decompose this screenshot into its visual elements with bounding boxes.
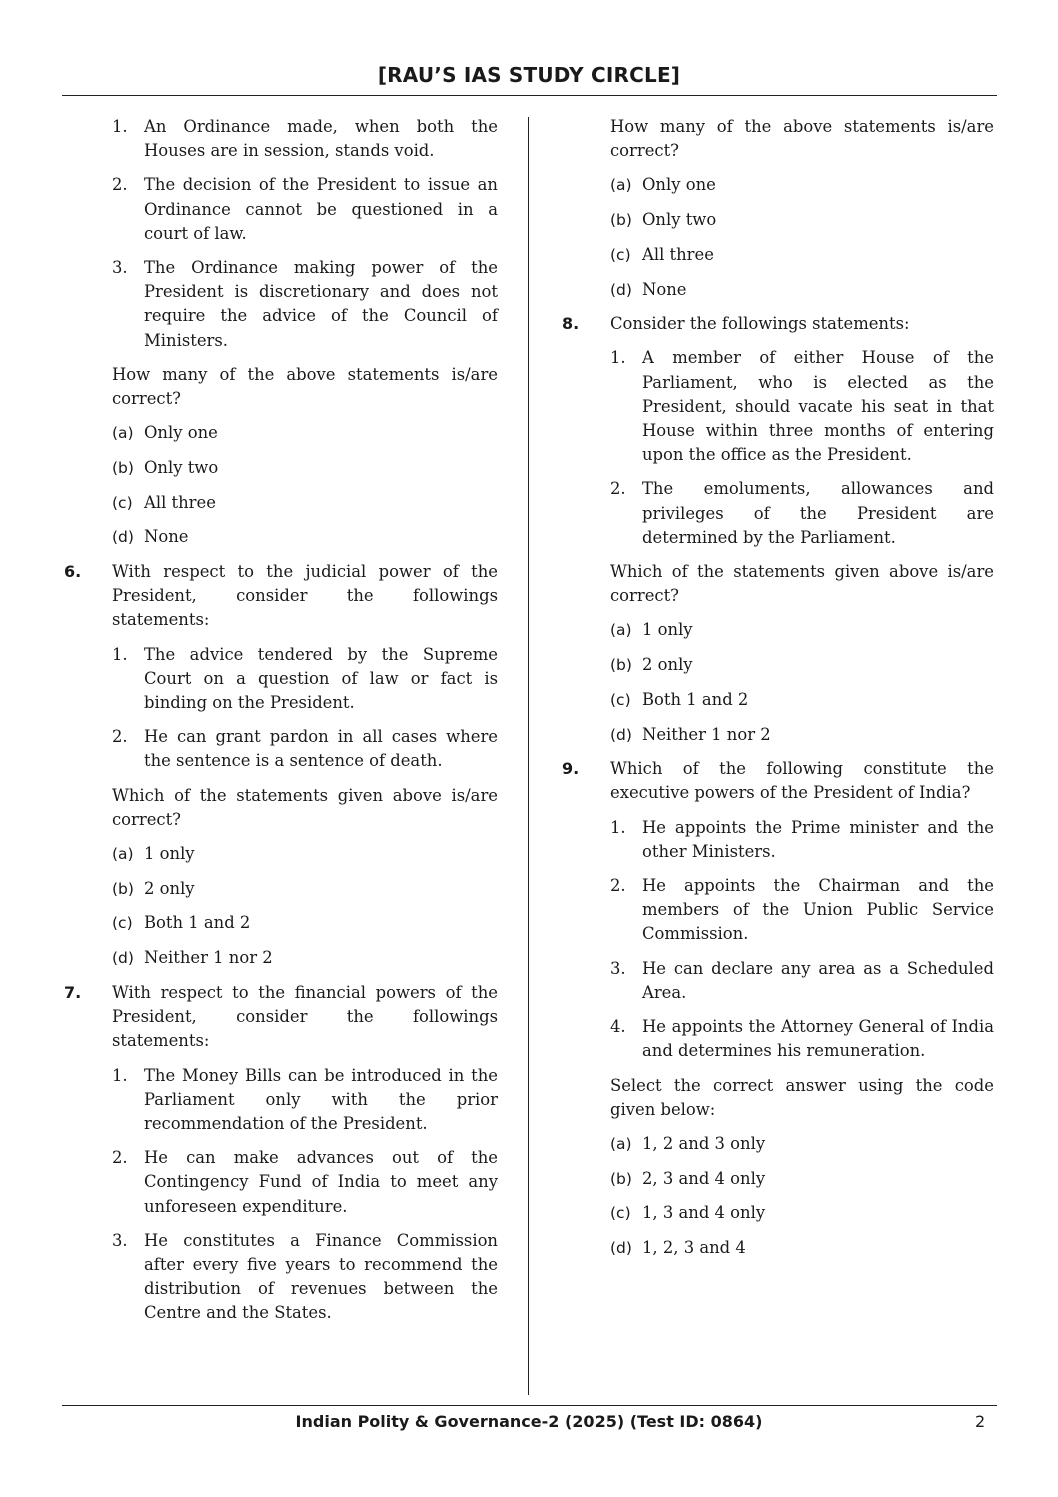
left-column — [62, 115, 498, 1336]
footer-title: Indian Polity & Governance-2 (2025) (Test ID: 0864) — [295, 1412, 763, 1431]
q7-option-b[interactable]: (b) Only two — [610, 210, 717, 230]
q7-option-c[interactable]: (c) All three — [610, 244, 714, 264]
q6-statement-1: 1. The advice tendered by the Supreme Court on a question of law or fact is binding on the President. — [112, 644, 498, 713]
q8-option-d[interactable]: (d) Neither 1 nor 2 — [610, 724, 771, 744]
q6-option-d[interactable]: (d) Neither 1 nor 2 — [112, 948, 273, 968]
q9-option-c[interactable]: (c) 1, 3 and 4 only — [610, 1203, 766, 1223]
q9-statement-3: 3. He can declare any area as a Scheduled Area. — [610, 958, 994, 1002]
question-8 — [560, 312, 994, 747]
q5-statement-1: 1. An Ordinance made, when both the Houses are in session, stands void. — [112, 117, 498, 161]
q8-statement-1: 1. A member of either House of the Parliament, who is elected as the President, should vacate his seat in that House within three months of entering upon the office as the President. — [610, 348, 994, 465]
q8-option-a[interactable]: (a) 1 only — [610, 620, 693, 640]
q5-statement-2: 2. The decision of the President to issue an Ordinance cannot be questioned in a court of law. — [112, 175, 498, 243]
q8-option-c[interactable]: (c) Both 1 and 2 — [610, 689, 749, 709]
page-header-title: [RAU’S IAS STUDY CIRCLE] — [377, 63, 681, 87]
q6-statement-2: 2. He can grant pardon in all cases where the sentence is a sentence of death. — [112, 727, 498, 771]
q9-option-b[interactable]: (b) 2, 3 and 4 only — [610, 1168, 766, 1188]
q5-statement-3: 3. The Ordinance making power of the President is discretionary and does not require the advice of the Council of Ministers. — [112, 258, 498, 350]
q9-statement-4: 4. He appoints the Attorney General of India and determines his remuneration. — [610, 1017, 994, 1061]
question-5-continued — [62, 115, 498, 550]
footer-rule — [62, 1405, 997, 1406]
q8-prompt: Which of the statements given above is/are correct? — [610, 562, 994, 606]
q8-option-b[interactable]: (b) 2 only — [610, 655, 693, 675]
q7-number: 7. — [64, 982, 82, 1002]
q9-number: 9. — [562, 759, 580, 779]
q8-statement-2: 2. The emoluments, allowances and privileges of the President are determined by the Parliament. — [610, 479, 994, 547]
q6-prompt: Which of the statements given above is/are correct? — [112, 785, 498, 829]
q5-option-a[interactable]: (a) Only one — [112, 423, 218, 443]
q9-stem: Which of the following constitute the executive powers of the President of India? — [610, 759, 994, 803]
q6-option-b[interactable]: (b) 2 only — [112, 878, 195, 898]
q7-prompt: How many of the above statements is/are correct? — [610, 117, 994, 161]
q5-option-b[interactable]: (b) Only two — [112, 457, 219, 477]
question-9 — [560, 757, 994, 1260]
q5-option-c[interactable]: (c) All three — [112, 492, 216, 512]
q8-stem: Consider the followings statements: — [610, 314, 910, 334]
q7-statement-1: 1. The Money Bills can be introduced in the Parliament only with the prior recommendation of the President. — [112, 1065, 498, 1133]
q7-option-d[interactable]: (d) None — [610, 279, 687, 299]
q9-statement-1: 1. He appoints the Prime minister and the other Ministers. — [610, 817, 994, 861]
q7-option-a[interactable]: (a) Only one — [610, 175, 716, 195]
question-7-continued — [560, 115, 994, 302]
q9-option-a[interactable]: (a) 1, 2 and 3 only — [610, 1133, 766, 1153]
q7-statement-3: 3. He constitutes a Finance Commission after every five years to recommend the distribution of revenues between the Centre and the States. — [112, 1230, 498, 1323]
question-7 — [62, 981, 498, 1326]
q9-prompt: Select the correct answer using the code given below: — [610, 1075, 994, 1119]
header-rule — [62, 95, 997, 96]
q5-prompt: How many of the above statements is/are correct? — [112, 364, 498, 409]
q5-option-d[interactable]: (d) None — [112, 527, 189, 547]
q9-statement-2: 2. He appoints the Chairman and the members of the Union Public Service Commission. — [610, 876, 994, 944]
q6-stem: With respect to the judicial power of the President, consider the followings statements: — [112, 562, 498, 630]
question-6 — [62, 560, 498, 970]
q8-number: 8. — [562, 314, 580, 334]
q6-option-a[interactable]: (a) 1 only — [112, 844, 195, 864]
q6-option-c[interactable]: (c) Both 1 and 2 — [112, 913, 251, 933]
q7-stem: With respect to the financial powers of the President, consider the followings statements: — [112, 982, 498, 1051]
page-number: 2 — [975, 1412, 986, 1431]
q7-statement-2: 2. He can make advances out of the Contingency Fund of India to meet any unforeseen expenditure. — [112, 1148, 498, 1216]
q6-number: 6. — [64, 562, 82, 582]
right-column — [560, 115, 994, 1271]
column-divider — [528, 117, 529, 1395]
q9-option-d[interactable]: (d) 1, 2, 3 and 4 — [610, 1238, 746, 1258]
